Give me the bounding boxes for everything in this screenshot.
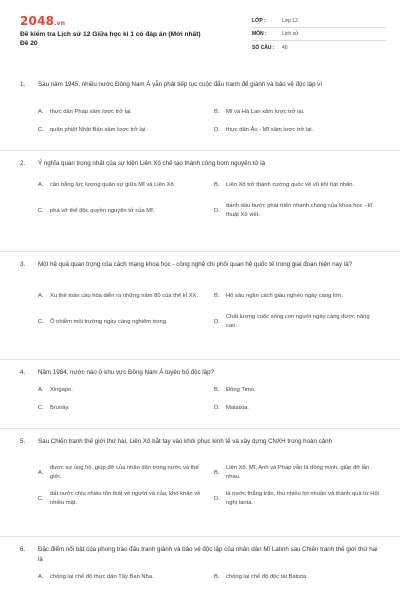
option-text: Đông Timo. [226,386,256,393]
question-text [20,437,380,457]
question-number: 3. [20,261,26,268]
option-key: C. [38,318,44,325]
question-3 [0,251,400,338]
option-text: Chất lượng cuộc sống con người ngày càng được nâng cao. [226,314,370,329]
question-text [20,159,380,169]
question-number: 4. [20,369,26,376]
question-text [20,260,380,280]
meta-value: Lịch sử [282,31,299,37]
option-key: C. [38,495,44,502]
question-body: Sau Chiến tranh thế giới thứ hai, Liên Xô bắt tay vào khôi phục kinh tế và xây dựng CNXH trong hoàn cảnh [38,438,333,445]
answer-options [20,571,380,589]
option-text: đánh dấu bước phát triển nhanh chóng của khoa học - kĩ thuật Xô viết. [226,203,373,218]
option-key: B. [214,292,220,299]
meta-row-class [252,15,386,28]
question-body: Một hệ quả quan trọng của cách mạng khoa học - công nghệ chi phối quan hệ quốc tế trong giai đoạn hiện nay là? [38,261,353,268]
question-body: Sau năm 1945, nhiều nước Đông Nam Á vẫn phải tiếp tục cuộc đấu tranh để giành và bảo vệ độc lập vì [38,81,323,88]
answer-options [20,106,380,142]
meta-row-subject [252,28,386,41]
answer-option-c[interactable] [38,312,204,332]
option-text: là nước thắng trận, thu nhiều lợi nhuận và thành quả từ Hội nghị Ianta. [226,491,379,506]
answer-option-d[interactable] [214,312,380,332]
meta-label: LỚP : [252,18,266,24]
answer-options [20,175,380,227]
question-6 [0,536,400,589]
option-key: A. [38,108,44,115]
answer-option-b[interactable] [214,106,380,118]
option-text: chống lại chế độ độc tài Batixta. [226,573,308,580]
option-key: B. [214,181,220,188]
option-key: C. [38,404,44,411]
answer-option-c[interactable] [38,402,204,414]
site-logo[interactable] [20,14,65,28]
answer-option-b[interactable] [214,463,380,483]
meta-value: 40 [282,44,288,51]
option-key: D. [214,207,220,214]
answer-option-d[interactable] [214,489,380,509]
option-text: chống lại chế độ thực dân Tây Ban Nha. [50,573,154,580]
exam-title [20,30,240,48]
logo-main: 2048 [20,14,55,28]
answer-option-b[interactable] [214,286,380,306]
answer-options [20,384,380,420]
question-text [20,368,380,378]
answer-options [20,463,380,515]
option-key: D. [214,318,220,325]
exam-title-line1: Đề kiểm tra Lịch sử 12 Giữa học kì 1 có đáp án (Mới nhất) [20,31,201,38]
question-body: Đặc điểm nổi bật của phong trào đấu tranh giành và bảo vệ độc lập của nhân dân Mĩ Latinh sau Chiến tranh thế giới thứ hai là [38,546,378,563]
option-key: D. [214,126,220,133]
option-key: B. [214,469,220,476]
exam-header [0,0,400,62]
question-1 [0,72,400,142]
option-key: B. [214,386,220,393]
answer-option-a[interactable] [38,571,204,583]
option-key: A. [38,573,44,580]
question-2 [0,150,400,227]
option-key: C. [38,207,44,214]
answer-option-a[interactable] [38,286,204,306]
option-key: D. [214,404,220,411]
answer-option-d[interactable] [214,402,380,414]
option-text: thực dân Pháp xâm lược trở lại. [50,108,133,115]
question-body: Ý nghĩa quan trọng nhất của sự kiện Liên Xô chế tạo thành công bom nguyên tử là [38,160,266,167]
meta-label: MÔN : [252,31,267,37]
exam-title-line2: Đề 20 [20,40,38,47]
option-key: D. [214,495,220,502]
answer-option-a[interactable] [38,384,204,396]
option-text: Liên Xô trở thành cường quốc về vũ khí hạt nhân. [226,181,355,188]
option-text: Ô nhiễm môi trường ngày càng nghiêm trọng. [50,318,168,325]
answer-option-c[interactable] [38,201,204,221]
option-text: quân phiệt Nhật Bản xâm lược trở lại. [50,126,147,133]
answer-option-b[interactable] [214,384,380,396]
question-number: 1. [20,81,26,88]
answer-option-a[interactable] [38,106,204,118]
option-key: B. [214,573,220,580]
question-number: 2. [20,160,26,167]
answer-option-b[interactable] [214,175,380,195]
option-text: Xingapo. [50,386,73,393]
answer-option-b[interactable] [214,571,380,583]
option-key: C. [38,126,44,133]
answer-option-d[interactable] [214,201,380,221]
option-text: Xu thế toàn cầu hóa diễn ra những năm 80 của thế kỉ XX. [50,292,198,299]
question-4 [0,359,400,420]
option-text: phá vỡ thế độc quyền nguyên tử của Mĩ. [50,207,155,214]
option-key: A. [38,386,44,393]
option-key: B. [214,108,220,115]
question-text [20,545,380,565]
option-text: Mĩ và Hà Lan xâm lược trở lại. [226,108,305,115]
logo-suffix: .vn [54,20,66,27]
meta-value: Lớp 12 [282,18,298,24]
option-text: đất nước chịu nhiều tổn thất về người và của, khó khăn về nhiều mặt. [50,491,201,506]
meta-row-count [252,41,386,54]
question-5 [0,428,400,515]
option-text: Liên Xô, Mĩ, Anh và Pháp vẫn là đồng minh, giúp đỡ lẫn nhau. [226,465,370,480]
question-body: Năm 1984, nước nào ở khu vực Đông Nam Á tuyên bố độc lập? [38,369,214,376]
question-number: 6. [20,546,26,553]
option-text: Brunây. [50,404,70,411]
option-text: thực dân Âu - Mĩ xâm lược trở lại. [226,126,314,133]
option-text: được sự ủng hộ, giúp đỡ của nhân dân trong nước và thế giới. [50,465,199,480]
option-key: A. [38,292,44,299]
option-text: Hố sâu ngăn cách giàu nghèo ngày càng lớn. [226,292,343,299]
answer-options [20,286,380,338]
option-text: Malaixia. [226,404,249,411]
answer-option-c[interactable] [38,489,204,509]
question-number: 5. [20,438,26,445]
meta-label: SỐ CÂU : [252,44,275,51]
option-key: A. [38,181,44,188]
option-key: A. [38,469,44,476]
answer-option-a[interactable] [38,463,204,483]
question-text [20,80,380,100]
answer-option-a[interactable] [38,175,204,195]
exam-meta-table [252,15,386,54]
option-text: cân bằng lực lượng quân sự giữa Mĩ và Liên Xô. [50,181,176,188]
answer-option-d[interactable] [214,124,380,136]
answer-option-c[interactable] [38,124,204,136]
